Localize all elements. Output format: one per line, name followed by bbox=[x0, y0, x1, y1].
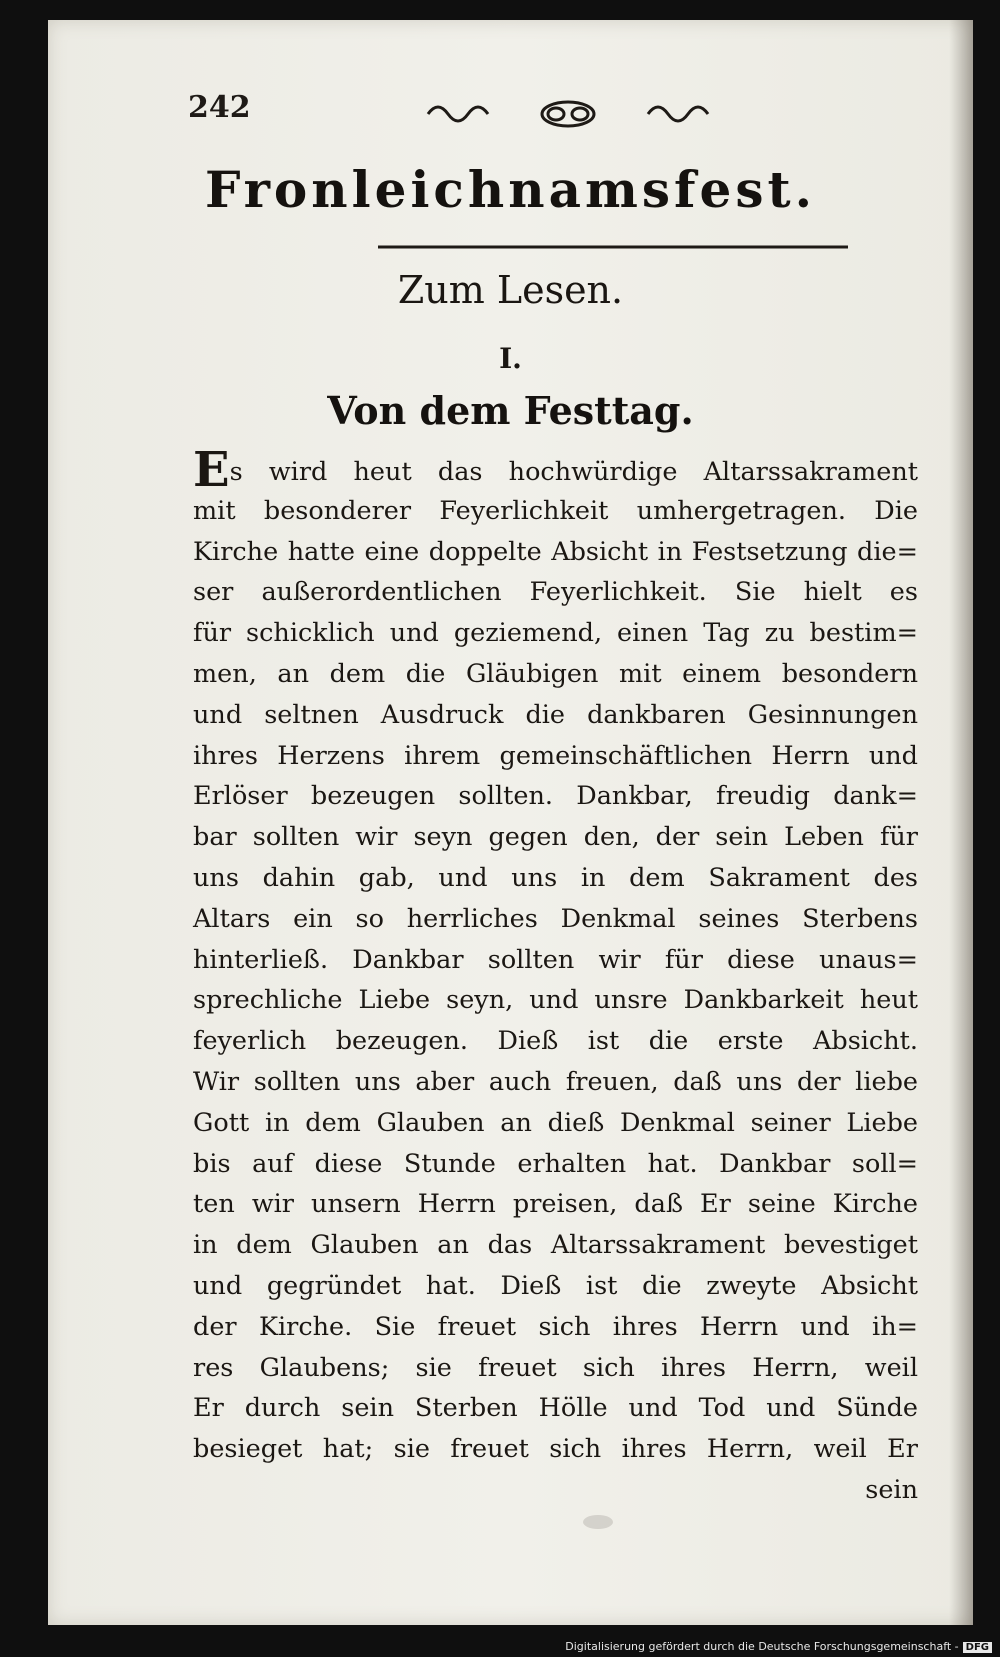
paper-stain bbox=[583, 1515, 613, 1529]
text-line: res Glaubens; sie freuet sich ihres Herrn, weil bbox=[193, 1352, 918, 1383]
text-line: hinterließ. Dankbar sollten wir für diese unaus= bbox=[193, 944, 918, 975]
text-line: sprechliche Liebe seyn, und unsre Dankbarkeit heut bbox=[193, 985, 918, 1016]
footer-text: Digitalisierung gefördert durch die Deutsche Forschungsgemeinschaft - bbox=[565, 1640, 959, 1653]
subtitle: Zum Lesen. bbox=[397, 268, 624, 312]
text-line: mit besonderer Feyerlichkeit umhergetragen. Die bbox=[193, 495, 918, 526]
text-line: ihres Herzens ihrem gemeinschäftlichen Herrn und bbox=[193, 740, 918, 771]
text-line: Es wird heut das hochwürdige Altarssakrament bbox=[193, 442, 918, 498]
page-number: 242 bbox=[188, 90, 251, 125]
text-line: Kirche hatte eine doppelte Absicht in Festsetzung die= bbox=[193, 536, 918, 567]
text-line: Erlöser bezeugen sollten. Dankbar, freudig dank= bbox=[193, 781, 918, 812]
text-line: und gegründet hat. Dieß ist die zweyte Absicht bbox=[193, 1270, 918, 1301]
section-number: I. bbox=[499, 342, 522, 375]
text-line: men, an dem die Gläubigen mit einem besondern bbox=[193, 658, 918, 689]
spine-shadow bbox=[949, 20, 973, 1625]
text-line: ten wir unsern Herrn preisen, daß Er seine Kirche bbox=[193, 1189, 918, 1220]
text-line: ser außerordentlichen Feyerlichkeit. Sie hielt es bbox=[193, 577, 918, 608]
text-line: der Kirche. Sie freuet sich ihres Herrn und ih= bbox=[193, 1311, 918, 1342]
text-line: Gott in dem Glauben an dieß Denkmal seiner Liebe bbox=[193, 1107, 918, 1138]
text-line: Altars ein so herrliches Denkmal seines Sterbens bbox=[193, 903, 918, 934]
dfg-logo: DFG bbox=[963, 1642, 992, 1653]
page-title: Fronleichnamsfest. bbox=[204, 160, 817, 219]
text-line: uns dahin gab, und uns in dem Sakrament des bbox=[193, 862, 918, 893]
text-line: und seltnen Ausdruck die dankbaren Gesinnungen bbox=[193, 699, 918, 730]
section-title: Von dem Festtag. bbox=[327, 388, 694, 433]
body-text bbox=[193, 442, 918, 1511]
text-line: in dem Glauben an das Altarssakrament bevestiget bbox=[193, 1230, 918, 1261]
drop-cap: E bbox=[193, 442, 230, 498]
book-page bbox=[48, 20, 973, 1625]
text-line: feyerlich bezeugen. Dieß ist die erste Absicht. bbox=[193, 1026, 918, 1057]
text-line: bis auf diese Stunde erhalten hat. Dankbar soll= bbox=[193, 1148, 918, 1179]
text-line: bar sollten wir seyn gegen den, der sein Leben für bbox=[193, 822, 918, 853]
page-header bbox=[188, 90, 808, 140]
header-ornament bbox=[408, 96, 728, 132]
text-line: Er durch sein Sterben Hölle und Tod und Sünde bbox=[193, 1393, 918, 1424]
title-rule bbox=[378, 244, 848, 250]
digitization-footer bbox=[565, 1640, 992, 1653]
text-line: für schicklich und geziemend, einen Tag zu bestim= bbox=[193, 618, 918, 649]
catchword: sein bbox=[865, 1474, 918, 1505]
text-line: Wir sollten uns aber auch freuen, daß uns der liebe bbox=[193, 1066, 918, 1097]
text-line: besieget hat; sie freuet sich ihres Herrn, weil Er bbox=[193, 1434, 918, 1465]
